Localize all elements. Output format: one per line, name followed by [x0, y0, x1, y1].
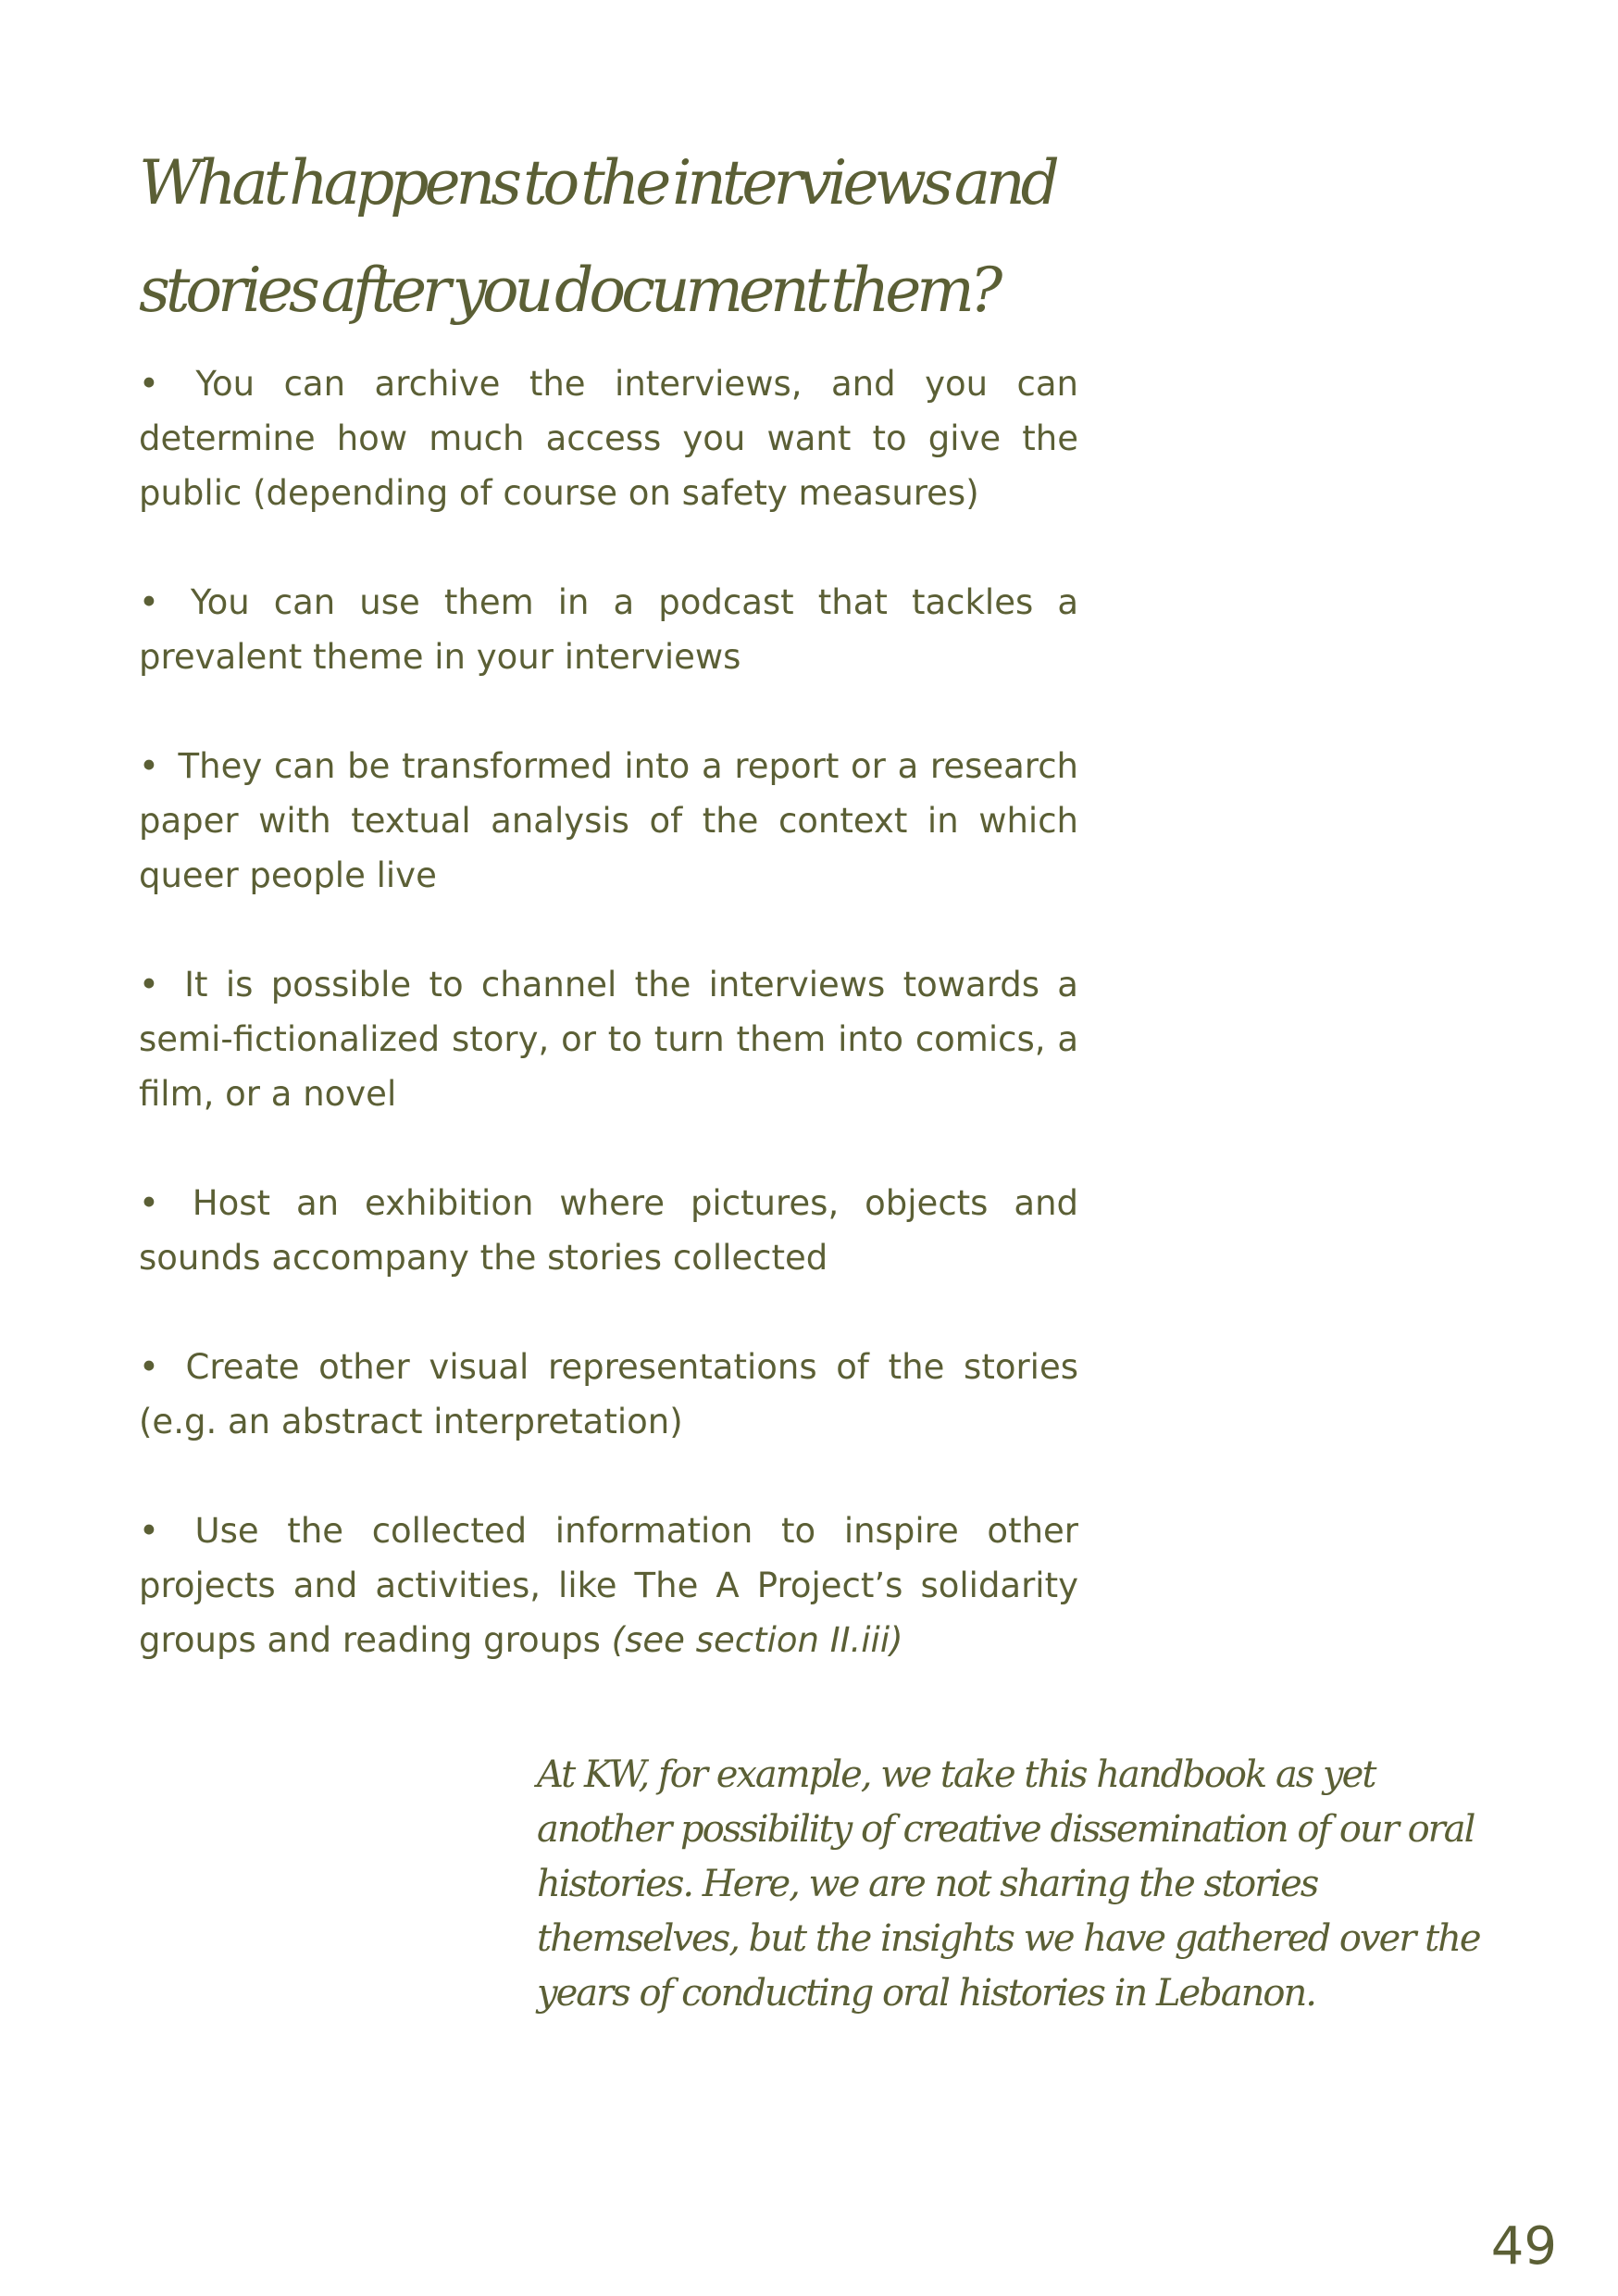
- bullet-icon: •: [139, 1183, 159, 1223]
- heading-line-1: What happens to the interviews and: [139, 147, 1055, 218]
- example-quote: At KW, for example, we take this handbook as yet another possibility of creative dissemination of our oral histories. Here, we are not sharing the stories themselves, but the insights we have gathered over the years of conducting oral histories in Lebanon.: [537, 1753, 1480, 2015]
- list-item-text: Use the collected information to inspire other projects and activities, like The A Project’s solidarity groups and reading groups: [139, 1511, 1079, 1660]
- page-number: 49: [1490, 2216, 1557, 2277]
- bullet-list: [139, 356, 1078, 1667]
- heading-line-2: stories after you document them?: [139, 255, 999, 326]
- list-item-text: Create other visual representations of the stories (e.g. an abstract interpretation): [139, 1347, 1078, 1441]
- list-item-text: You can archive the interviews, and you can determine how much access you want to give the public (depending of course on safety measures): [139, 364, 1079, 513]
- bullet-icon: •: [139, 364, 159, 404]
- bullet-icon: •: [139, 1511, 159, 1551]
- bullet-icon: •: [139, 1347, 159, 1387]
- list-item: [139, 1176, 1078, 1285]
- list-item-text: They can be transformed into a report or a research paper with textual analysis of the context in which queer people live: [139, 746, 1079, 895]
- bullet-icon: •: [139, 582, 159, 622]
- section-reference: (see section II.iii): [611, 1620, 903, 1660]
- bullet-icon: •: [139, 965, 159, 1004]
- bullet-icon: •: [139, 746, 159, 786]
- list-item: [139, 1340, 1078, 1449]
- list-item: [139, 356, 1078, 520]
- list-item-text: You can use them in a podcast that tackles a prevalent theme in your interviews: [139, 582, 1078, 677]
- page-heading: [139, 130, 1111, 344]
- list-item: [139, 575, 1078, 684]
- list-item: [139, 957, 1078, 1121]
- list-item: [139, 1504, 1078, 1667]
- list-item-text: It is possible to channel the interviews towards a semi-fictionalized story, or to turn them into comics, a film, or a novel: [139, 965, 1078, 1114]
- list-item: [139, 739, 1078, 903]
- list-item-text: Host an exhibition where pictures, objects and sounds accompany the stories collected: [139, 1183, 1079, 1278]
